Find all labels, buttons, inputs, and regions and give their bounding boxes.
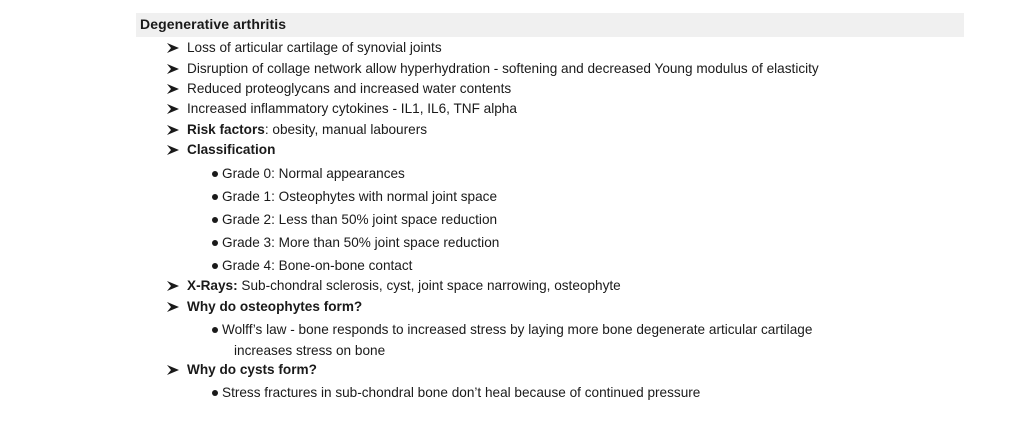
grade-item: Grade 4: Bone-on-bone contact [222,258,413,273]
cyst-note: Stress fractures in sub-chondral bone don’t heal because of continued pressure [222,385,701,400]
osteophytes-question: Why do osteophytes form? [187,299,363,314]
arrow-bullet-icon [166,300,180,314]
list-item-osteophytes [187,298,362,316]
bullet-dot-icon [212,390,218,396]
list-item-collagen-disruption: Disruption of collage network allow hyperhydration - softening and decreased Young modulus of elasticity [187,61,819,76]
list-item-cartilage-loss: Loss of articular cartilage of synovial joints [187,40,442,55]
bullet-dot-icon [212,263,218,269]
list-item-proteoglycans: Reduced proteoglycans and increased water contents [187,81,512,96]
classification-label: Classification [187,142,276,157]
arrow-bullet-icon [166,41,180,55]
list-item-xrays [187,277,621,295]
list-item-cysts [187,361,317,379]
cysts-question: Why do cysts form? [187,362,317,377]
arrow-bullet-icon [166,123,180,137]
list-item-classification [187,141,275,159]
arrow-bullet-icon [166,143,180,157]
bullet-dot-icon [212,217,218,223]
xrays-label: X-Rays: [187,278,238,293]
arrow-bullet-icon [166,102,180,116]
grade-item: Grade 1: Osteophytes with normal joint space [222,189,498,204]
risk-factors-label: Risk factors [187,122,265,137]
bullet-dot-icon [212,194,218,200]
arrow-bullet-icon [166,82,180,96]
grade-item: Grade 0: Normal appearances [222,166,405,181]
xrays-text: Sub-chondral sclerosis, cyst, joint space narrowing, osteophyte [237,278,621,293]
osteophyte-note: Wolff’s law - bone responds to increased stress by laying more bone degenerate articular cartilage [222,322,813,337]
risk-factors-text: : obesity, manual labourers [264,122,428,137]
list-item-risk-factors [187,121,427,139]
page-title: Degenerative arthritis [140,16,287,32]
arrow-bullet-icon [166,279,180,293]
arrow-bullet-icon [166,363,180,377]
osteophyte-note-continued: increases stress on bone [234,343,386,358]
grade-item: Grade 3: More than 50% joint space reduction [222,235,500,250]
grade-item: Grade 2: Less than 50% joint space reduction [222,212,498,227]
bullet-dot-icon [212,171,218,177]
list-item-cytokines: Increased inflammatory cytokines - IL1, IL6, TNF alpha [187,101,517,116]
arrow-bullet-icon [166,62,180,76]
bullet-dot-icon [212,327,218,333]
bullet-dot-icon [212,240,218,246]
